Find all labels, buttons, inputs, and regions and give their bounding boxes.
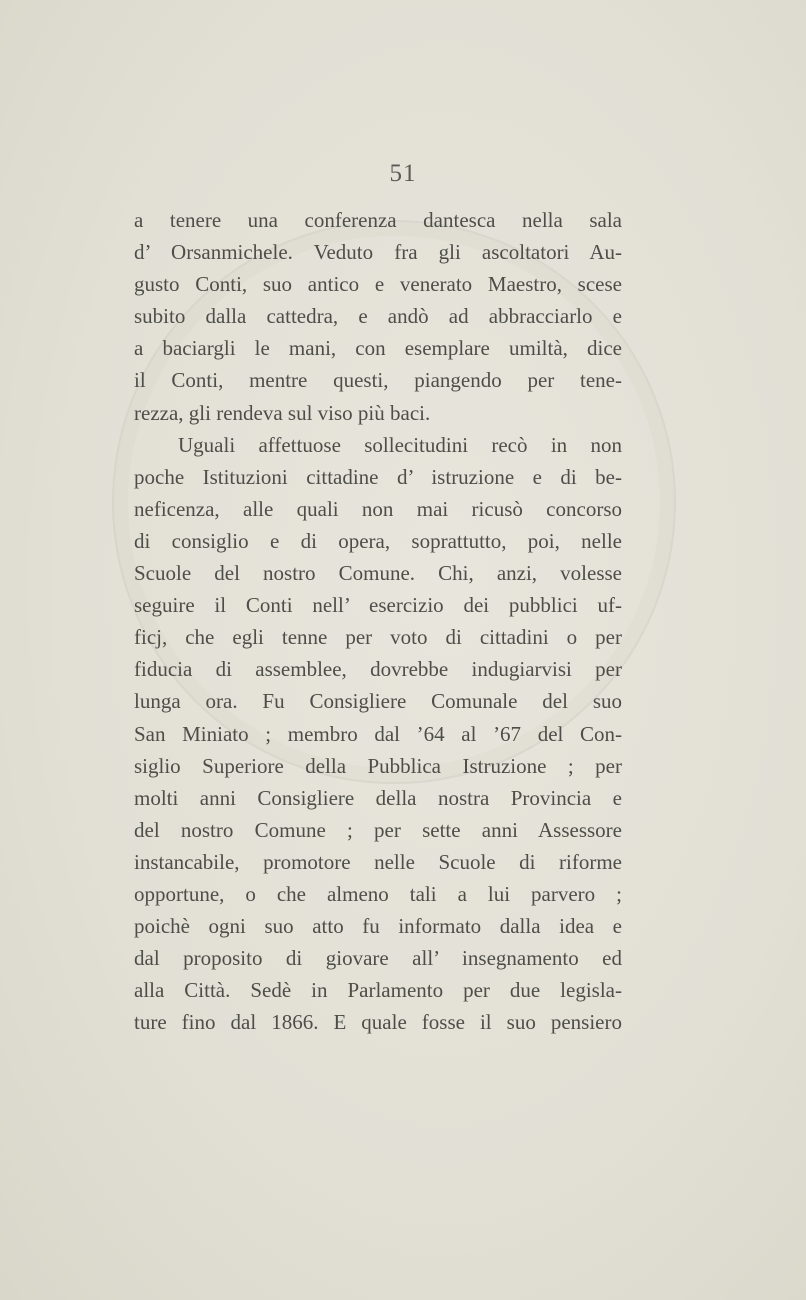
text-line: ficj, che egli tenne per voto di cittadini o per bbox=[134, 625, 622, 650]
text-line: siglio Superiore della Pubblica Istruzione ; per bbox=[134, 753, 622, 778]
text-line: dal proposito di giovare all’ insegnamento ed bbox=[134, 946, 622, 971]
text-line: Uguali affettuose sollecitudini recò in non bbox=[178, 432, 622, 457]
text-line: ture fino dal 1866. E quale fosse il suo pensiero bbox=[134, 1010, 622, 1035]
text-line: San Miniato ; membro dal ’64 al ’67 del Con- bbox=[134, 721, 622, 746]
text-line: a tenere una conferenza dantesca nella sala bbox=[134, 208, 622, 232]
text-line: poichè ogni suo atto fu informato dalla idea e bbox=[134, 914, 622, 939]
text-line: molti anni Consigliere della nostra Provincia e bbox=[134, 785, 622, 810]
text-line: opportune, o che almeno tali a lui parvero ; bbox=[134, 881, 622, 906]
text-line: alla Città. Sedè in Parlamento per due legisla- bbox=[134, 978, 622, 1003]
page-number: 51 bbox=[389, 160, 417, 187]
text-line: di consiglio e di opera, soprattutto, poi, nelle bbox=[134, 528, 622, 553]
text-line: subito dalla cattedra, e andò ad abbracciarlo e bbox=[134, 304, 622, 329]
text-line: del nostro Comune ; per sette anni Assessore bbox=[134, 817, 622, 842]
text-line: instancabile, promotore nelle Scuole di riforme bbox=[134, 849, 622, 874]
text-line: lunga ora. Fu Consigliere Comunale del suo bbox=[134, 689, 622, 714]
text-line: gusto Conti, suo antico e venerato Maestro, scese bbox=[134, 272, 622, 297]
text-line: neficenza, alle quali non mai ricusò concorso bbox=[134, 496, 622, 521]
text-line: fiducia di assemblee, dovrebbe indugiarvisi per bbox=[134, 657, 622, 682]
text-line: d’ Orsanmichele. Veduto fra gli ascoltatori Au- bbox=[134, 240, 622, 265]
text-line: rezza, gli rendeva sul viso più baci. bbox=[134, 400, 431, 425]
body-text bbox=[134, 204, 622, 1038]
text-line: poche Istituzioni cittadine d’ istruzione e di be- bbox=[134, 464, 622, 489]
text-line: Scuole del nostro Comune. Chi, anzi, volesse bbox=[134, 561, 622, 586]
text-line: a baciargli le mani, con esemplare umiltà, dice bbox=[134, 336, 622, 361]
text-line: seguire il Conti nell’ esercizio dei pubblici uf- bbox=[134, 593, 622, 618]
text-line: il Conti, mentre questi, piangendo per tene- bbox=[134, 368, 622, 393]
